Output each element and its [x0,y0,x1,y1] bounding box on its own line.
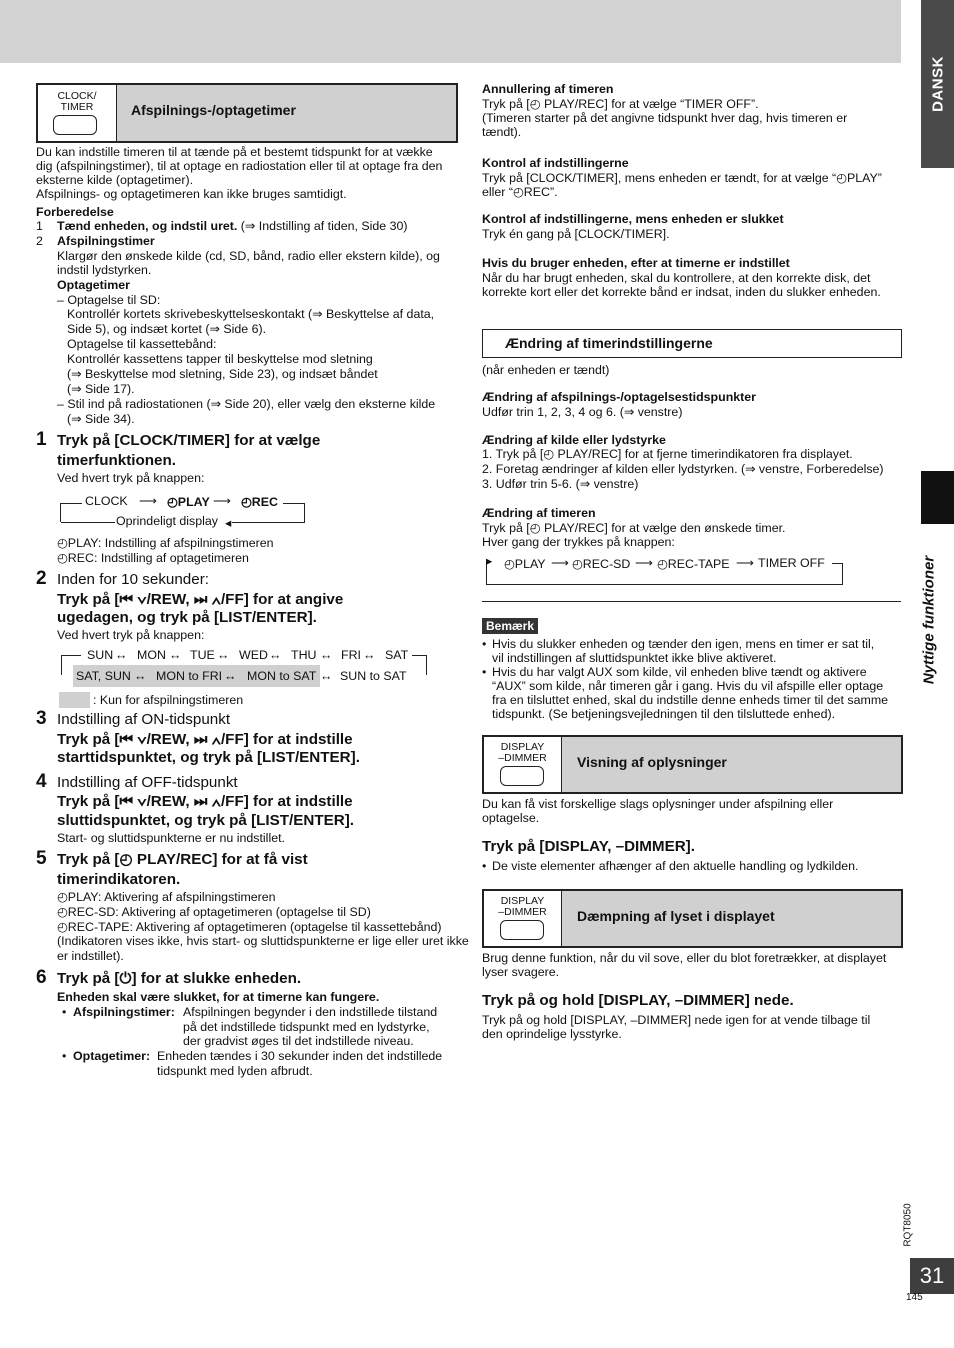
icon-label: DISPLAY [500,895,545,907]
body-text: 1. Tryk på [◴ PLAY/REC] for at fjerne timerindikatoren fra displayet. [482,447,853,461]
legend-text: : Kun for afspilningstimeren [93,693,244,707]
language-tab [921,0,954,168]
opt-text: (⇒ Side 34). [67,412,135,426]
step-heading: Tryk på [DISPLAY, –DIMMER]. [482,838,695,855]
body-text: 3. Udfør trin 5-6. (⇒ venstre) [482,477,639,491]
sub-title: Ændring af afspilnings-/optagelsestidspunkter [482,390,756,404]
step-heading: timerfunktionen. [57,452,176,469]
day-fri: FRI [341,648,361,662]
opt-text: Kontrollér kortets skrivebeskyttelseskontakt (⇒ Beskyttelse af data, [67,307,435,321]
opt-text: (⇒ Side 17). [67,382,135,396]
sub-title: Ændring af kilde eller lydstyrke [482,433,666,447]
day-mon: MON [137,648,166,662]
icon-label: –DIMMER [498,752,547,764]
body-text: Hver gang der trykkes på knappen: [482,535,675,549]
body-text: den oprindelige lysstyrke. [482,1027,622,1041]
body-text: Udfør trin 1, 2, 3, 4 og 6. (⇒ venstre) [482,405,683,419]
step-sub: Ved hvert tryk på knappen: [57,628,205,642]
body-text: Tryk på [CLOCK/TIMER], mens enheden er tændt, for at vælge “◴PLAY” [482,171,882,185]
day-satsun: SAT, SUN [76,669,131,683]
display-dimmer-button-icon [484,891,562,946]
flow-timer-off: TIMER OFF [758,556,825,570]
body-text: Tryk på [◴ PLAY/REC] for at vælge den ønskede timer. [482,521,786,535]
body-text: Når du har brugt enheden, skal du kontrollere, at den korrekte disk, det [482,271,871,285]
note-badge: Bemærk [482,618,538,634]
body-text: (når enheden er tændt) [482,363,610,377]
prep-text: indstil lydstyrken. [57,263,152,277]
bullet-label: Optagetimer: [73,1049,151,1063]
intro-line: dig (afspilningstimer), til at optage en radiostation eller til at optage fra den [36,159,443,173]
page-number: 31 [910,1258,954,1294]
body-text: tændt). [482,125,522,139]
body-text: optagelse. [482,811,540,825]
body-text: (Timeren starter på det angivne tidspunkt hver dag, hvis timeren er [482,111,848,125]
step-number: 6 [36,967,47,988]
step-bold-note: Enheden skal være slukket, for at timerne kan fungere. [57,990,380,1004]
body-text: Tryk på og hold [DISPLAY, –DIMMER] nede igen for at vende tilbage til [482,1013,871,1027]
step-note: ◴PLAY: Indstilling af afspilningstimeren [57,536,274,550]
sub-title: Hvis du bruger enheden, efter at timerne er indstillet [482,256,790,270]
timer-mode-flow: ▸ ◴PLAY ⟶ ◴REC-SD ⟶ ◴REC-TAPE ⟶ TIMER OFF [482,553,852,587]
step-heading: Tryk på [⏮ ∨/REW, ⏭ ∧/FF] for at indstille [57,793,353,810]
box-title: Dæmpning af lyset i displayet [577,908,775,924]
icon-label: DISPLAY [500,741,545,753]
button-shape [500,920,544,940]
opt-text: Kontrollér kassettens tapper til beskyttelse mod sletning [67,352,373,366]
box-title: Afspilnings-/optagetimer [131,102,296,118]
sub-title: Kontrol af indstillingerne, mens enheden er slukket [482,212,784,226]
sub-title: Ændring af timeren [482,506,596,520]
bullet-text: på det indstillede tidspunkt med en lydstyrke, [183,1020,430,1034]
bullet-text: der gradvist øges til det indstillede niveau. [183,1034,414,1048]
prep-num: 2 [36,234,43,248]
step-number: 1 [36,429,47,450]
opt-text: – Stil ind på radiostationen (⇒ Side 20), eller vælg den eksterne kilde [57,397,436,411]
body-text: korrekte kort eller det korrekte bånd er indsat, inden du slukker enheden. [482,285,881,299]
flow-rec-tape: ◴REC-TAPE [657,557,730,571]
body-text: 2. Foretag ændringer af kilden eller lydstyrken. (⇒ venstre, Forberedelse) [482,462,884,476]
step-number: 3 [36,708,47,729]
day-sat: SAT [385,648,409,662]
step-heading-plain: Indstilling af ON-tidspunkt [57,711,231,728]
step-number: 4 [36,771,47,792]
step-note: er indstillet). [57,949,124,963]
flow-clock: CLOCK [85,494,128,508]
change-settings-box [482,329,902,358]
dimmer-box [482,889,903,948]
sub-title: Kontrol af indstillingerne [482,156,629,170]
prep-bold: Tænd enheden, og indstil uret. [57,219,238,233]
day-thu: THU [291,648,317,662]
bullet-text: tidspunkt med lyden afbrudt. [157,1064,313,1078]
body-text: De viste elementer afhænger af den aktuelle handling og lydkilden. [492,859,859,873]
day-monsat: MON to SAT [247,669,317,683]
header-band [0,0,901,63]
opt-text: Side 5), og indsæt kortet (⇒ Side 6). [67,322,267,336]
intro-line: Afspilnings- og optagetimeren kan ikke bruges samtidigt. [36,187,347,201]
note-text: fra en tilsluttet enhed, skal du indstille denne enheds timer til det samme [492,693,889,707]
body-text: Du kan få vist forskellige slags oplysninger under afspilning eller [482,797,834,811]
prep-item-1 [57,219,408,234]
body-text: Brug denne funktion, når du vil sove, eller du blot foretrækker, at displayet [482,951,887,965]
clock-timer-flow: CLOCK ⟶ ◴PLAY ⟶ ◴REC Oprindeligt display ◂ [57,490,317,530]
legend-swatch [59,692,90,708]
flow-play: ◴PLAY [167,495,210,509]
flow-play: ◴PLAY [504,557,546,571]
sub-title: Annullering af timeren [482,82,614,96]
divider [482,601,901,602]
flow-rec: ◴REC [241,495,278,509]
step-note: ◴PLAY: Aktivering af afspilningstimeren [57,890,276,904]
step-note: ◴REC-TAPE: Aktivering af optagetimeren (optagelse til kassettebånd) [57,920,442,934]
intro-line: Du kan indstille timeren til at tænde på et bestemt tidspunkt for at vække [36,145,433,159]
step-number: 5 [36,848,47,869]
box-title: Visning af oplysninger [577,754,727,770]
step-sub: Start- og sluttidspunkterne er nu indstillet. [57,831,285,845]
opt-text: – Optagelse til SD: [57,293,161,307]
flow-orig: Oprindeligt display [116,514,218,528]
section-label: Nyttige funktioner [920,555,938,685]
step-heading: Tryk på [⏻] for at slukke enheden. [57,970,302,987]
opt-text: Optagelse til kassettebånd: [67,337,217,351]
doc-code [897,1200,919,1250]
prep-text: Klargør den ønskede kilde (cd, SD, bånd, radio eller ekstern kilde), og [57,249,440,263]
step-note: ◴REC: Indstilling af optagetimeren [57,551,249,565]
step-number: 2 [36,568,47,589]
clock-timer-button-icon [38,85,117,141]
timer-header-box [36,83,458,143]
icon-label: –DIMMER [498,906,547,918]
doc-code-label: RQT8050 [902,1203,914,1247]
day-sunsat: SUN to SAT [340,669,407,683]
note-text: vil indstillingen af sluttidspunktet ikke blive aktiveret. [492,651,777,665]
note-text: Hvis du har valgt AUX som kilde, vil enheden blive tændt og aktivere [492,665,867,679]
opt-title: Optagetimer [57,278,130,292]
step-heading: timerindikatoren. [57,871,181,888]
prep-rest: (⇒ Indstilling af tiden, Side 30) [237,219,408,233]
day-sun: SUN [87,648,114,662]
section-marker [921,471,954,524]
step-heading: sluttidspunktet, og tryk på [LIST/ENTER]. [57,812,355,829]
body-text: lyser svagere. [482,965,560,979]
day-monfri: MON to FRI [156,669,223,683]
day-wed: WED [239,648,268,662]
step-heading-plain: Indstilling af OFF-tidspunkt [57,774,238,791]
step-heading: starttidspunktet, og tryk på [LIST/ENTER]. [57,749,360,766]
box-title: Ændring af timerindstillingerne [505,335,713,351]
prep-item-2-title: Afspilningstimer [57,234,155,248]
step-heading: Tryk på [⏮ ∨/REW, ⏭ ∧/FF] for at indstille [57,731,353,748]
prep-title: Forberedelse [36,205,114,219]
flow-rec-sd: ◴REC-SD [572,557,631,571]
small-page-number: 145 [906,1292,923,1303]
button-shape [53,115,97,135]
step-heading-plain: Inden for 10 sekunder: [57,571,209,588]
body-text: eller “◴REC”. [482,185,558,199]
step-heading: Tryk på og hold [DISPLAY, –DIMMER] nede. [482,992,794,1009]
icon-label: TIMER [60,101,94,113]
icon-label: CLOCK/ [57,90,97,102]
day-tue: TUE [190,648,215,662]
intro-line: eksterne kilde (optagetimer). [36,173,194,187]
prep-num: 1 [36,219,43,233]
step-heading: Tryk på [⏮ ∨/REW, ⏭ ∧/FF] for at angive [57,591,344,608]
section-tab [914,540,944,700]
note-text: tidspunkt. (Se betjeningsvejledningen til den tilsluttede enhed). [492,707,836,721]
note-text: Hvis du slukker enheden og tænder den igen, mens en timer er sat til, [492,637,875,651]
bullet-label: Afspilningstimer: [73,1005,175,1019]
step-heading: ugedagen, og tryk på [LIST/ENTER]. [57,609,317,626]
language-label: DANSK [929,56,946,112]
step-heading: Tryk på [◴ PLAY/REC] for at få vist [57,851,308,868]
button-shape [500,766,544,786]
step-note: (Indikatoren vises ikke, hvis start- og sluttidspunkterne er lige eller uret ikke [57,934,469,948]
body-text: Tryk én gang på [CLOCK/TIMER]. [482,227,670,241]
step-note: ◴REC-SD: Aktivering af optagetimeren (optagelse til SD) [57,905,371,919]
display-info-box [482,735,903,794]
bullet-text: Afspilningen begynder i den indstillede tilstand [183,1005,438,1019]
body-text: Tryk på [◴ PLAY/REC] for at vælge “TIMER OFF”. [482,97,759,111]
step-heading: Tryk på [CLOCK/TIMER] for at vælge [57,432,321,449]
weekday-flow: SUN ↔ MON ↔ TUE ↔ WED ↔ THU ↔ FRI ↔ SAT SAT, SUN ↔ MON to FRI ↔ MON to SAT ↔ SUN to SAT [57,645,432,689]
display-dimmer-button-icon [484,737,562,792]
step-sub: Ved hvert tryk på knappen: [57,471,205,485]
note-text: “AUX” som kilde, når timeren går i gang. Hvis du vil afspille eller optage [492,679,884,693]
opt-text: (⇒ Beskyttelse mod sletning, Side 23), og indsæt båndet [67,367,378,381]
bullet-text: Enheden tændes i 30 sekunder inden det indstillede [157,1049,443,1063]
